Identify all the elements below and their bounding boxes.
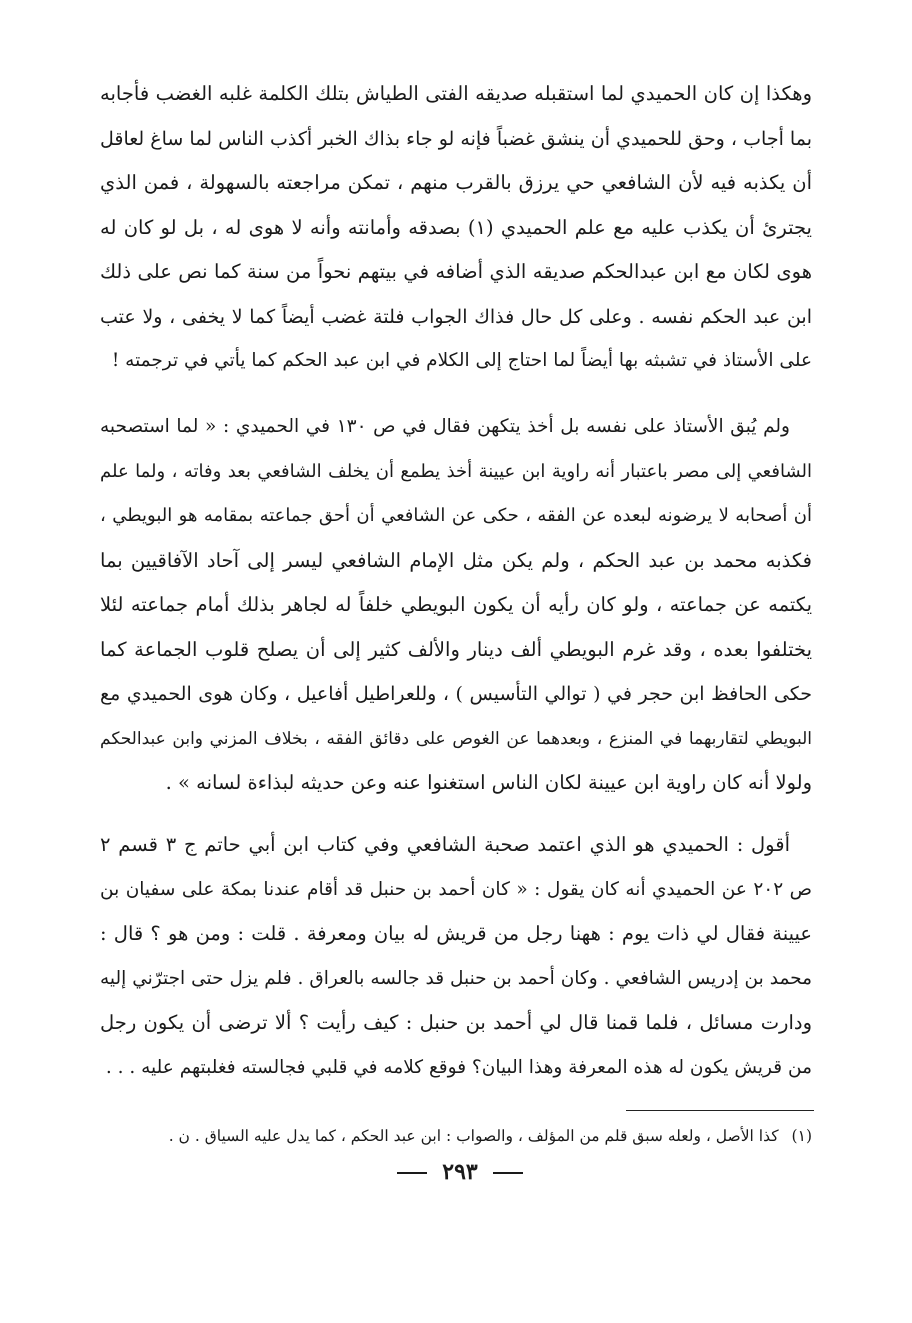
page-number-dash-right [493, 1172, 523, 1174]
footnote-marker: (١) [791, 1127, 812, 1145]
paragraph-2 [100, 405, 812, 806]
text-line: يكتمه عن جماعته ، ولو كان رأيه أن يكون البويطي خلفاً له لجاهر بذلك أمام جماعته لئلا [100, 593, 812, 616]
text-line: وهكذا إن كان الحميدي لما استقبله صديقه الفتى الطياش بتلك الكلمة غلبه الغضب فأجابه [100, 82, 812, 105]
paragraph-1 [100, 72, 812, 384]
text-line: ابن عبد الحكم نفسه . وعلى كل حال فذاك الجواب فلتة غضب أيضاً كما لا يخفى ، ولا عتب [100, 305, 812, 328]
footnote-text: كذا الأصل ، ولعله سبق قلم من المؤلف ، والصواب : ابن عبد الحكم ، كما يدل عليه السياق . ن . [168, 1127, 779, 1145]
text-line: من قريش يكون له هذه المعرفة وهذا البيان؟ فوقع كلامه في قلبي فجالسته فغلبتهم عليه . . . [105, 1056, 812, 1078]
text-line: محمد بن إدريس الشافعي . وكان أحمد بن حنبل قد جالسه بالعراق . فلم يزل حتى اجترّني إليه [100, 967, 812, 989]
text-line: أن أصحابه لا يرضونه لبعده عن الفقه ، حكى عن الشافعي أن أحق جماعته بمقامه هو البويطي ، [100, 505, 812, 526]
text-line: ص ٢٠٢ عن الحميدي أنه كان يقول : « كان أحمد بن حنبل قد أقام عندنا بمكة على سفيان بن [100, 878, 812, 900]
footnote [100, 1118, 812, 1154]
text-line: على الأستاذ في تشبثه بها أيضاً لما احتاج إلى الكلام في ابن عبد الحكم كما يأتي في ترجمته ! [111, 350, 812, 371]
text-line: أن يكذبه فيه لأن الشافعي حي يرزق بالقرب منهم ، تمكن مراجعته بالسهولة ، فمن الذي [100, 171, 812, 194]
text-line: أقول : الحميدي هو الذي اعتمد صحبة الشافعي وفي كتاب ابن أبي حاتم ج ٣ قسم ٢ [100, 833, 790, 856]
text-line: حكى الحافظ ابن حجر في ( توالي التأسيس ) ، وللعراطيل أفاعيل ، وكان هوى الحميدي مع [100, 683, 812, 705]
page-number [380, 1152, 540, 1192]
page-number-dash-left [397, 1172, 427, 1174]
text-line: عيينة فقال لي ذات يوم : ههنا رجل من قريش له بيان ومعرفة . قلت : ومن هو ؟ قال : [100, 922, 812, 945]
text-line: بما أجاب ، وحق للحميدي أن ينشق غضباً فإنه لو جاء بذاك الخبر أكذب الناس لما ساغ لعاقل [100, 127, 812, 150]
text-line: ولولا أنه كان راوية ابن عيينة لكان الناس استغنوا عنه وعن حديثه لبذاءة لسانه » . [165, 771, 812, 794]
text-line: يختلفوا بعده ، وقد غرم البويطي ألف دينار والألف كثير إلى أن يصلح قلوب الجماعة كما [100, 637, 812, 661]
paragraph-3 [100, 823, 812, 1090]
page-number-value: ٢٩٣ [442, 1159, 478, 1185]
text-line: هوى لكان مع ابن عبدالحكم صديقه الذي أضافه في بيتهم نحواً من سنة كما نص على ذلك [100, 260, 812, 283]
text-line: يجترئ أن يكذب عليه مع علم الحميدي (١) بصدقه وأمانته وأنه لا هوى له ، بل لو كان له [100, 215, 812, 239]
text-line: الشافعي إلى مصر باعتبار أنه راوية ابن عيينة أخذ يطمع أن يخلف الشافعي بعد وفاته ، ولما علم [100, 460, 812, 482]
text-line: البويطي لتقاربهما في المنزع ، وبعدهما عن الغوص على دقائق الفقه ، بخلاف المزني وابن عبدالحكم [100, 728, 812, 749]
text-line: ودارت مسائل ، فلما قمنا قال لي أحمد بن حنبل : كيف رأيت ؟ ألا ترضى أن يكون رجل [100, 1011, 812, 1034]
text-line: ولم يُبق الأستاذ على نفسه بل أخذ يتكهن فقال في ص ١٣٠ في الحميدي : « لما استصحبه [100, 416, 790, 437]
text-line: فكذبه محمد بن عبد الحكم ، ولم يكن مثل الإمام الشافعي ليسر إلى آحاد الآفاقيين بما [100, 548, 812, 572]
footnote-divider [626, 1110, 814, 1111]
